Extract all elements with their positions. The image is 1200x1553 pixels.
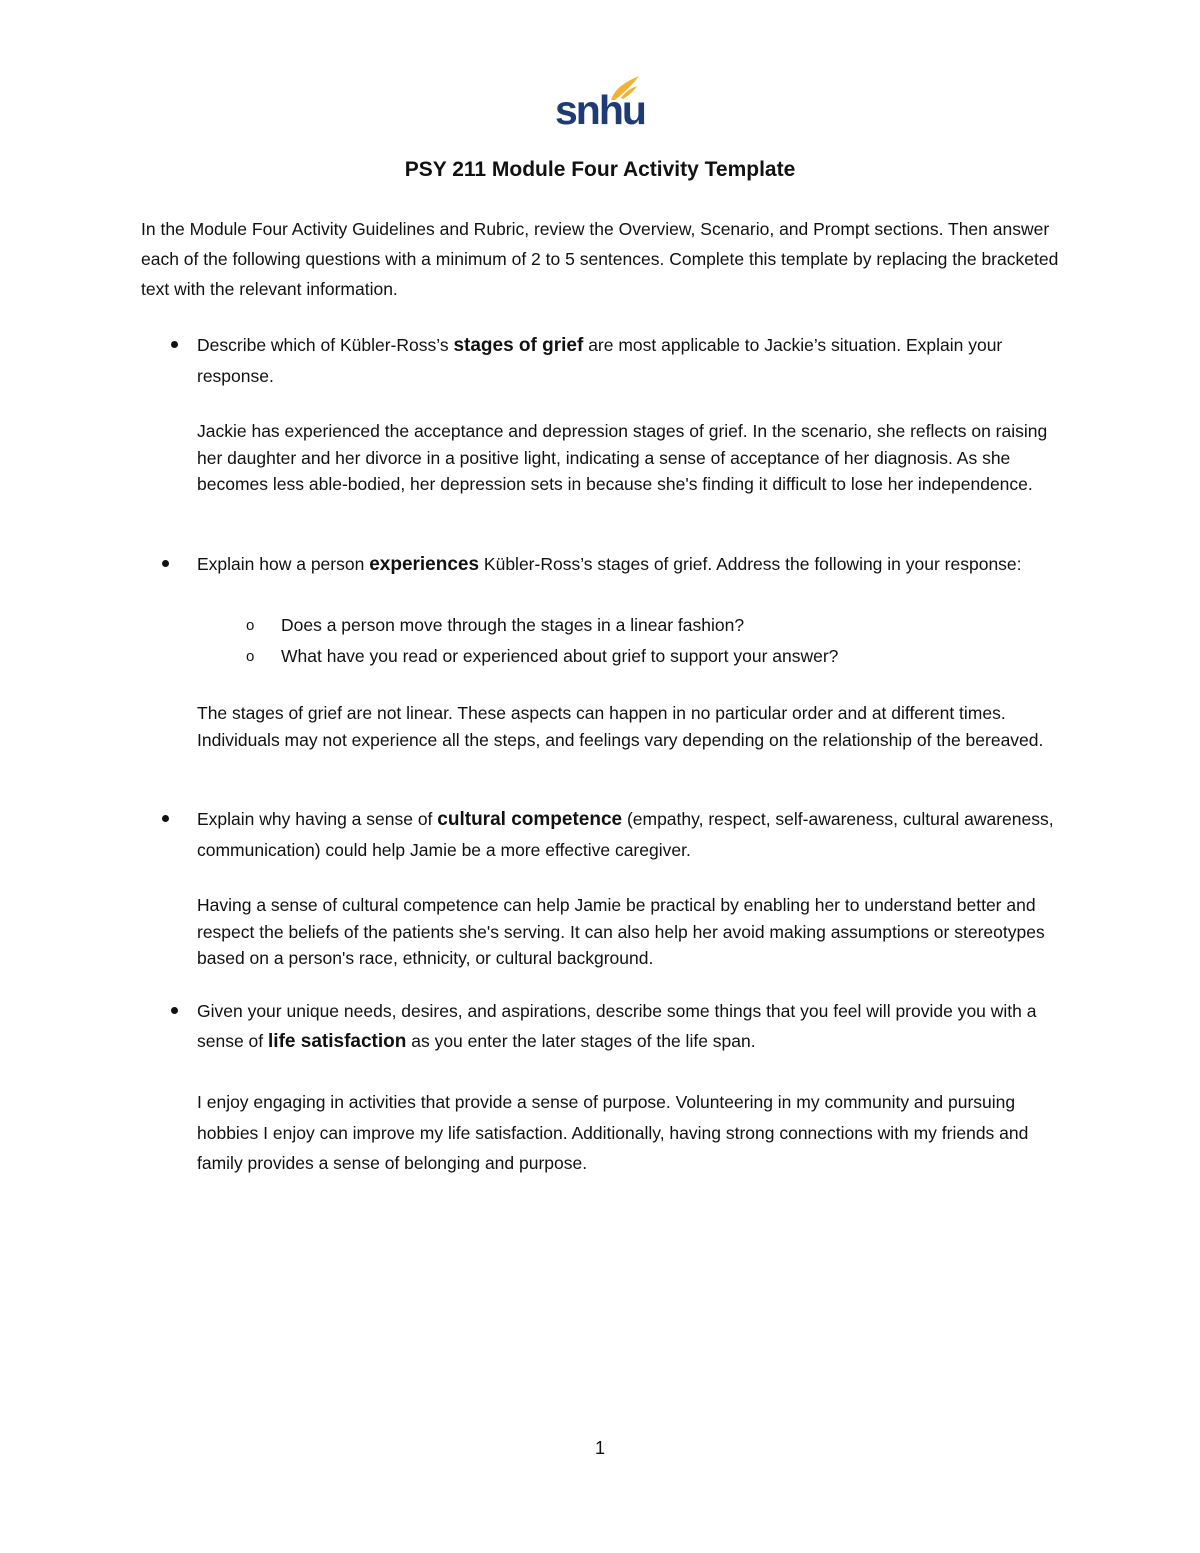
logo-wordmark: snhu [555, 87, 645, 133]
sub-item: What have you read or experienced about grief to support your answer? [281, 646, 839, 666]
page-title: PSY 211 Module Four Activity Template [404, 158, 796, 181]
snhu-logo [555, 74, 645, 133]
sub-item: Does a person move through the stages in a linear fashion? [281, 615, 745, 635]
question-3-text: Explain why having a sense of [197, 809, 438, 829]
question-1-text: Describe which of Kübler-Ross’s [197, 335, 454, 355]
answer-4: I enjoy engaging in activities that provide a sense of purpose. Volunteering in my community and pursuing hobbies I enjoy can improve my life satisfaction. Additionally, having strong connections with my friends and family provides a sense of belonging and purpose. [197, 1092, 1029, 1173]
question-3-keyword: cultural competence [437, 809, 623, 830]
answer-2: The stages of grief are not linear. These aspects can happen in no particular order and at different times. Individuals may not experience all the steps, and feelings vary depending on the relationship of the bereaved. [197, 703, 1044, 750]
question-2-keyword: experiences [369, 554, 480, 575]
question-2-text: Explain how a person [197, 554, 370, 574]
bullet-icon [171, 1007, 178, 1014]
question-1-text-end: are most applicable to Jackie’s situation. Explain your response. [197, 335, 1003, 386]
question-2-text-end: Kübler-Ross’s stages of grief. Address the following in your response: [479, 554, 1022, 574]
question-1-keyword: stages of grief [453, 335, 584, 356]
bullet-icon [171, 341, 178, 348]
question-4-text-end: as you enter the later stages of the life span. [406, 1031, 756, 1051]
question-3-text-end: (empathy, respect, self-awareness, cultural awareness, communication) could help Jamie be a more effective caregiver. [197, 809, 1054, 860]
question-4-text: Given your unique needs, desires, and aspirations, describe some things that you feel will provide you with a sense of [197, 1001, 1037, 1051]
question-1 [197, 330, 1067, 391]
question-4-keyword: life satisfaction [268, 1031, 407, 1052]
question-3 [197, 804, 1067, 865]
bullet-icon [162, 815, 169, 822]
intro-paragraph: In the Module Four Activity Guidelines and Rubric, review the Overview, Scenario, and Prompt sections. Then answer each of the following questions with a minimum of 2 to 5 sentences. Complete this template by replacing the bracketed text with the relevant information. [141, 219, 1059, 299]
bullet-icon [162, 560, 169, 567]
answer-3: Having a sense of cultural competence can help Jamie be practical by enabling her to understand better and respect the beliefs of the patients she's serving. It can also help her avoid making assumptions or stereotypes based on a person's race, ethnicity, or cultural background. [197, 895, 1045, 968]
sub-bullet-icon: o [246, 617, 255, 634]
answer-1: Jackie has experienced the acceptance and depression stages of grief. In the scenario, she reflects on raising her daughter and her divorce in a positive light, indicating a sense of acceptance of her diagnosis. As she becomes less able-bodied, her depression sets in because she's finding it difficult to lose her independence. [197, 421, 1048, 494]
question-2 [197, 549, 1067, 580]
question-4 [197, 996, 1067, 1057]
page-number: 1 [594, 1438, 605, 1458]
sub-bullet-icon: o [246, 648, 255, 665]
